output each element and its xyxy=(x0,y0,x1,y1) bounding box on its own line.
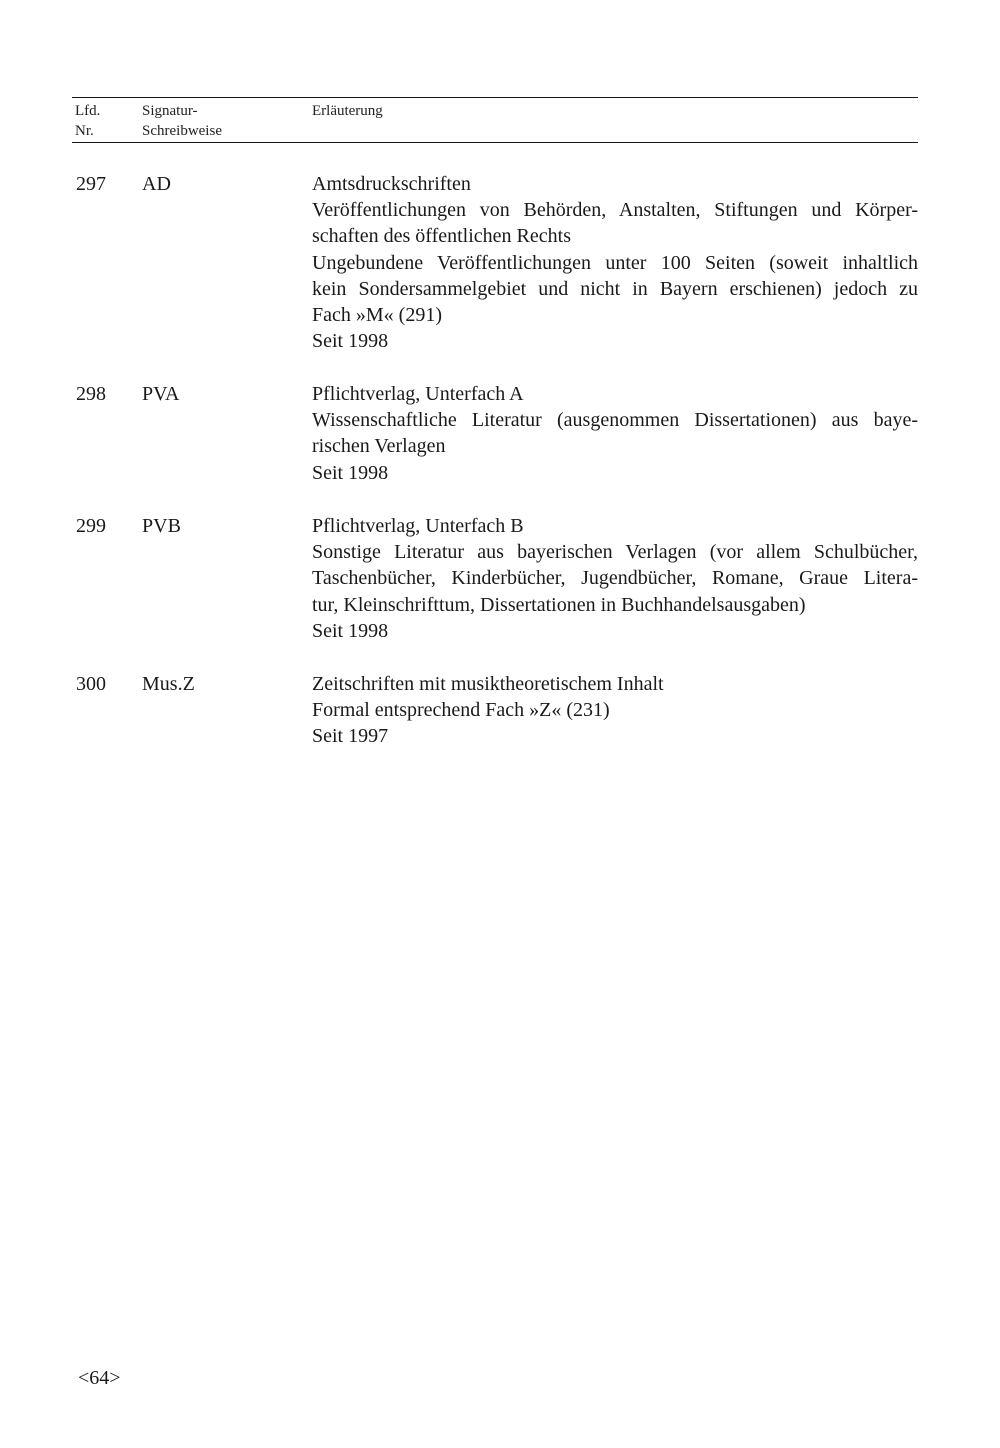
entry-number: 300 xyxy=(76,673,106,695)
column-header-lfd-nr-line1: Lfd. xyxy=(75,103,101,119)
column-header-erlaeuterung xyxy=(312,101,383,121)
entry-number: 298 xyxy=(76,383,106,405)
column-header-signatur-line1: Signatur- xyxy=(142,103,198,119)
entry-line: Seit 1998 xyxy=(312,461,389,484)
entry-line: Seit 1998 xyxy=(312,619,389,642)
entry-line: Wissenschaftliche Literatur (ausgenommen Dissertationen) aus baye- xyxy=(312,409,918,432)
entry-line: tur, Kleinschrifttum, Dissertationen in Buchhandelsausgaben) xyxy=(312,593,806,616)
entry-line: Sonstige Literatur aus bayerischen Verlagen (vor allem Schulbücher, xyxy=(312,541,918,564)
entry-line: Zeitschriften mit musiktheoretischem Inhalt xyxy=(312,673,664,695)
entry-signatur: PVA xyxy=(142,383,180,405)
entry-line: rischen Verlagen xyxy=(312,435,446,458)
entry-number: 299 xyxy=(76,515,106,537)
entry-signatur: AD xyxy=(142,173,171,195)
entry-line: Seit 1997 xyxy=(312,725,389,748)
entry-number: 297 xyxy=(76,173,106,195)
entry-line: Fach »M« (291) xyxy=(312,304,442,327)
page-number: <64> xyxy=(78,1367,121,1389)
entry-line: Pflichtverlag, Unterfach A xyxy=(312,383,524,405)
entry-line: Veröffentlichungen von Behörden, Anstalten, Stiftungen und Körper- xyxy=(312,199,918,222)
entry-line: kein Sondersammelgebiet und nicht in Bayern erschienen) jedoch zu xyxy=(312,277,918,300)
entry-line: schaften des öffentlichen Rechts xyxy=(312,225,571,248)
entry-line: Amtsdruckschriften xyxy=(312,173,471,195)
entry-line: Pflichtverlag, Unterfach B xyxy=(312,515,524,537)
column-header-lfd-nr-line2: Nr. xyxy=(75,123,94,139)
entry-signatur: PVB xyxy=(142,515,181,537)
entry-line: Formal entsprechend Fach »Z« (231) xyxy=(312,699,610,722)
entry-erlaeuterung xyxy=(312,671,918,750)
column-header-erlaeuterung-text: Erläuterung xyxy=(312,103,383,119)
table-top-rule xyxy=(72,97,918,98)
entry-signatur: Mus.Z xyxy=(142,673,195,695)
column-header-signatur xyxy=(142,101,222,141)
entry-line: Seit 1998 xyxy=(312,330,389,353)
column-header-lfd-nr xyxy=(75,101,100,141)
entry-erlaeuterung xyxy=(312,381,918,486)
entry-erlaeuterung xyxy=(312,513,918,644)
entry-line: Taschenbücher, Kinderbücher, Jugendbücher, Romane, Graue Litera- xyxy=(312,567,918,590)
table-header-rule xyxy=(72,142,918,143)
column-header-signatur-line2: Schreibweise xyxy=(142,123,222,139)
entry-erlaeuterung xyxy=(312,171,918,354)
entry-line: Ungebundene Veröffentlichungen unter 100 Seiten (soweit inhaltlich xyxy=(312,251,918,274)
